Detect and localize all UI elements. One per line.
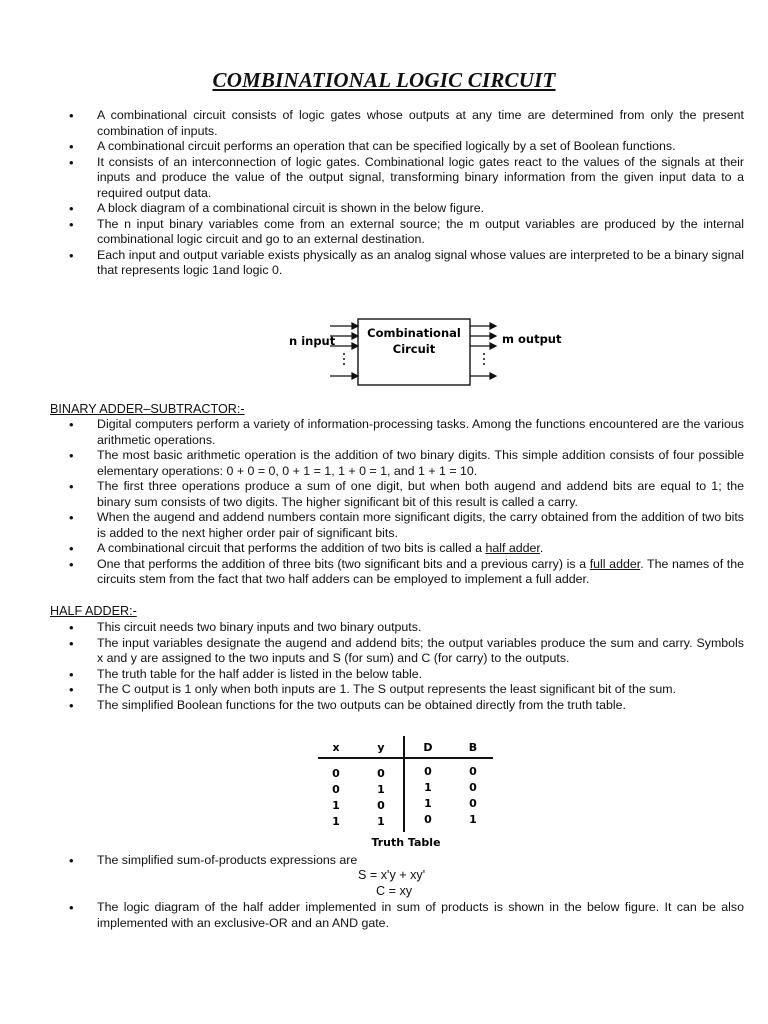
table-header-b: B xyxy=(468,741,478,754)
table-cell: 1 xyxy=(469,813,477,826)
box-label-line2: Circuit xyxy=(392,342,436,356)
output-label: m output xyxy=(502,332,562,346)
table-cell: 0 xyxy=(469,765,477,778)
table-cell: 0 xyxy=(424,813,432,826)
table-cell: 0 xyxy=(469,797,477,810)
list-item: • The most basic arithmetic operation is the addition of two binary digits. This simple addition consists of four possible elementary operations: 0 + 0 = 0, 0 + 1 = 1, 1 + 0 = 1, and 1 + 1 = 10. xyxy=(66,448,744,479)
sop-bullet-list xyxy=(66,853,744,869)
half-adder-prefix: A combinational circuit that performs the addition of two bits is called a xyxy=(97,541,486,555)
list-item: • When the augend and addend numbers contain more significant digits, the carry obtained from the addition of two bits is added to the next higher order pair of significant bits. xyxy=(66,510,744,541)
half-adder-heading: HALF ADDER:- xyxy=(50,604,137,618)
table-caption: Truth Table xyxy=(371,836,441,849)
output-arrows xyxy=(470,323,496,379)
list-item: • The logic diagram of the half adder implemented in sum of products is shown in the below figure. It can be also implemented with an exclusive-OR and an AND gate. xyxy=(66,900,744,931)
table-cell: 0 xyxy=(377,767,385,780)
list-item: • Digital computers perform a variety of information-processing tasks. Among the functions encountered are the various arithmetic operations. xyxy=(66,417,744,448)
table-cell: 1 xyxy=(332,799,340,812)
half-adder-term: half adder xyxy=(485,541,540,555)
intro-bullet-list xyxy=(66,108,744,279)
half-adder-bullet-list xyxy=(66,620,744,713)
table-header-x: x xyxy=(332,741,340,754)
list-item: • The n input binary variables come from an external source; the m output variables are produced by the internal combinational logic circuit and go to an external destination. xyxy=(66,217,744,248)
input-label: n input xyxy=(289,334,336,348)
page-title: COMBINATIONAL LOGIC CIRCUIT xyxy=(212,68,556,92)
table-cell: 0 xyxy=(377,799,385,812)
list-item: • The simplified Boolean functions for the two outputs can be obtained directly from the truth table. xyxy=(66,698,744,714)
list-item: • A combinational circuit consists of logic gates whose outputs at any time are determined from only the present combination of inputs. xyxy=(66,108,744,139)
input-arrows xyxy=(330,323,358,379)
binary-adder-heading: BINARY ADDER–SUBTRACTOR:- xyxy=(50,402,245,416)
binary-bullet-list xyxy=(66,417,744,588)
truth-table xyxy=(318,736,498,852)
list-item: • It consists of an interconnection of logic gates. Combinational logic gates react to the values of the signals at their inputs and produce the value of the output signal, transforming binary information from the given input data to a required output data. xyxy=(66,155,744,202)
half-adder-suffix: . xyxy=(539,541,544,555)
list-item: • The first three operations produce a sum of one digit, but when both augend and addend bits are equal to 1; the binary sum consists of two digits. The higher significant bit of this result is called a carry. xyxy=(66,479,744,510)
table-cell: 1 xyxy=(377,815,385,828)
table-cell: 0 xyxy=(332,783,340,796)
list-item: • The C output is 1 only when both inputs are 1. The S output represents the least significant bit of the sum. xyxy=(66,682,744,698)
box-label-line1: Combinational xyxy=(367,326,461,340)
list-item xyxy=(66,557,744,588)
table-cell: 1 xyxy=(377,783,385,796)
list-item: • The simplified sum-of-products expressions are xyxy=(66,853,744,869)
list-item: • The input variables designate the augend and addend bits; the output variables produce the sum and carry. Symbols x and y are assigned to the two inputs and S (for sum) and C (for carry) to the outputs. xyxy=(66,636,744,667)
list-item: • A combinational circuit performs an operation that can be specified logically by a set of Boolean functions. xyxy=(66,139,744,155)
table-cell: 0 xyxy=(469,781,477,794)
formula-s: S = x'y + xy' xyxy=(358,868,426,882)
list-item xyxy=(66,541,744,557)
list-item: • Each input and output variable exists physically as an analog signal whose values are interpreted to be a binary signal that represents logic 1and logic 0. xyxy=(66,248,744,279)
table-header-y: y xyxy=(377,741,385,754)
block-diagram xyxy=(280,312,570,392)
table-header-d: D xyxy=(423,741,433,754)
list-item: • A block diagram of a combinational circuit is shown in the below figure. xyxy=(66,201,744,217)
formula-c: C = xy xyxy=(376,884,413,898)
list-item: • The truth table for the half adder is listed in the below table. xyxy=(66,667,744,683)
full-adder-prefix: One that performs the addition of three bits (two significant bits and a previous carry) is a xyxy=(97,556,590,571)
table-cell: 0 xyxy=(424,765,432,778)
full-adder-suffix: . The names of the circuits stem from the fact that two half adders can be employed to implement a full adder. xyxy=(97,556,744,586)
table-cell: 0 xyxy=(332,767,340,780)
table-cell: 1 xyxy=(424,797,432,810)
table-cell: 1 xyxy=(332,815,340,828)
logic-bullet-list xyxy=(66,900,744,931)
list-item: • This circuit needs two binary inputs and two binary outputs. xyxy=(66,620,744,636)
table-cell: 1 xyxy=(424,781,432,794)
full-adder-term: full adder xyxy=(589,556,641,571)
